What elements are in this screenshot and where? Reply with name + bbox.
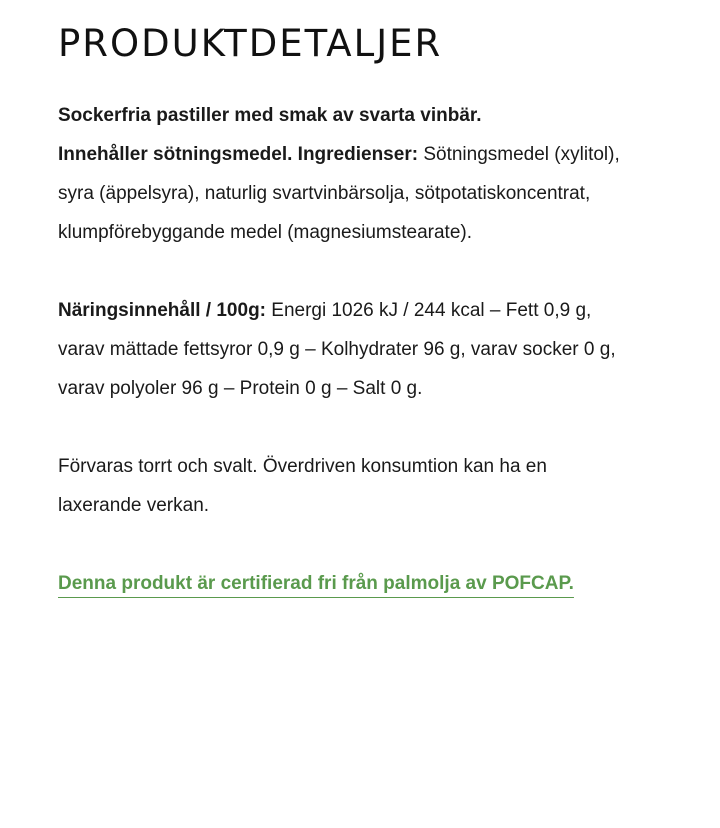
- spacer: [58, 252, 628, 291]
- storage-text: Förvaras torrt och svalt. Överdriven konsumtion kan ha en laxerande verkan.: [58, 456, 547, 516]
- product-details-content: [58, 96, 628, 603]
- spacer: [58, 525, 628, 564]
- ingredients-paragraph: [58, 135, 628, 252]
- nutrition-text: Energi 1026 kJ / 244 kcal – Fett 0,9 g, varav mättade fettsyror 0,9 g – Kolhydrater 96 g, varav socker 0 g, varav polyoler 96 g – Protein 0 g – Salt 0 g.: [58, 300, 616, 399]
- ingredients-text: Sötningsmedel (xylitol), syra (äppelsyra), naturlig svartvinbärsolja, sötpotatiskoncentrat, klumpförebyggande medel (magnesiumstearate).: [58, 144, 620, 243]
- palm-oil-certification-link[interactable]: Denna produkt är certifierad fri från palmolja av POFCAP.: [58, 573, 574, 594]
- ingredients-label: Ingredienser:: [297, 144, 419, 165]
- product-intro: Sockerfria pastiller med smak av svarta vinbär.: [58, 105, 482, 126]
- nutrition-label: Näringsinnehåll / 100g:: [58, 300, 266, 321]
- nutrition-paragraph: [58, 291, 628, 408]
- spacer: [58, 408, 628, 447]
- page-title: PRODUKTDETALJER: [58, 22, 443, 65]
- sweetener-note: Innehåller sötningsmedel.: [58, 144, 293, 165]
- certification-paragraph: [58, 564, 628, 603]
